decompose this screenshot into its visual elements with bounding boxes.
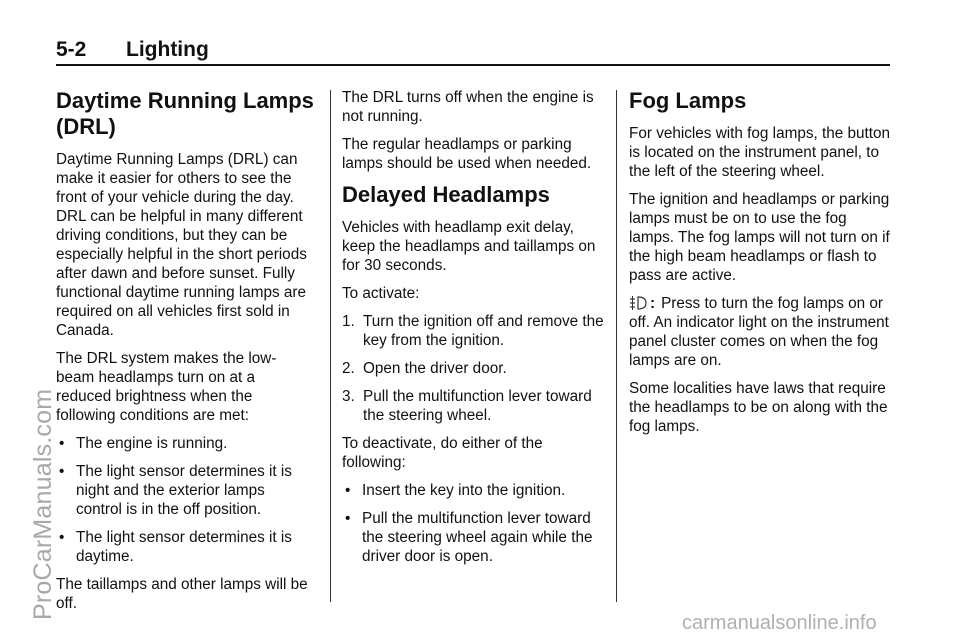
fog-paragraph: Some localities have laws that require the headlamps to be on along with the fog lamps.	[629, 380, 888, 435]
list-item	[342, 359, 604, 378]
fog-button-text: Press to turn the fog lamps on or off. An indicator light on the instrument panel cluster comes on when the fog lamps are on.	[629, 295, 889, 369]
drl-heading: Daytime Running Lamps (DRL)	[56, 88, 314, 139]
drl-paragraph: Daytime Running Lamps (DRL) can make it easier for others to see the front of your vehicle during the day. DRL can be helpful in many different driving conditions, but they can be especially helpful in the short periods after dawn and before sunset. Fully functional daytime running lamps are required on all vehicles first sold in Canada.	[56, 151, 307, 339]
fog-colon: :	[650, 295, 656, 312]
column-drl	[56, 88, 314, 622]
column-fog-lamps	[629, 88, 891, 445]
list-item: • The light sensor determines it is night and the exterior lamps control is in the off position.	[56, 462, 314, 519]
fog-button-description	[629, 294, 891, 370]
activate-label: To activate:	[342, 285, 420, 302]
list-item: • Pull the multifunction lever toward the steering wheel again while the driver door is open.	[342, 509, 604, 566]
step-text: Open the driver door.	[363, 360, 507, 377]
drl-conditions-list	[56, 434, 314, 566]
fog-lamp-icon	[629, 295, 647, 311]
step-text: Turn the ignition off and remove the key from the ignition.	[363, 313, 604, 349]
page-header	[56, 38, 890, 66]
deactivate-list	[342, 481, 604, 566]
watermark-bottom: carmanualsonline.info	[682, 612, 877, 634]
drl-paragraph: The regular headlamps or parking lamps should be used when needed.	[342, 136, 592, 172]
list-item: • The engine is running.	[56, 434, 314, 453]
fog-paragraph: The ignition and headlamps or parking lamps must be on to use the fog lamps. The fog lamps will not turn on if the high beam headlamps or flash to pass are active.	[629, 191, 890, 284]
step-number: 3.	[342, 388, 355, 405]
column-divider	[616, 90, 617, 602]
column-divider	[330, 90, 331, 602]
watermark-side: ProCarManuals.com	[29, 388, 57, 620]
list-item: • Insert the key into the ignition.	[342, 481, 604, 500]
list-item	[342, 387, 604, 425]
step-text: Pull the multifunction lever toward the steering wheel.	[363, 388, 592, 424]
delayed-paragraph: Vehicles with headlamp exit delay, keep the headlamps and taillamps on for 30 seconds.	[342, 219, 596, 274]
activate-steps	[342, 312, 604, 425]
column-delayed-headlamps	[342, 88, 604, 575]
delayed-headlamps-heading: Delayed Headlamps	[342, 182, 550, 207]
drl-paragraph: The DRL system makes the low-beam headlamps turn on at a reduced brightness when the following conditions are met:	[56, 350, 277, 424]
section-title: Lighting	[126, 38, 209, 61]
list-item	[342, 312, 604, 350]
step-number: 2.	[342, 360, 355, 377]
deactivate-label: To deactivate, do either of the following:	[342, 435, 543, 471]
drl-paragraph: The taillamps and other lamps will be off.	[56, 576, 308, 612]
page-number: 5-2	[56, 38, 87, 61]
drl-paragraph: The DRL turns off when the engine is not running.	[342, 89, 594, 125]
fog-lamps-heading: Fog Lamps	[629, 88, 747, 113]
list-item: • The light sensor determines it is daytime.	[56, 528, 314, 566]
step-number: 1.	[342, 313, 355, 330]
fog-paragraph: For vehicles with fog lamps, the button is located on the instrument panel, to the left of the steering wheel.	[629, 125, 891, 180]
